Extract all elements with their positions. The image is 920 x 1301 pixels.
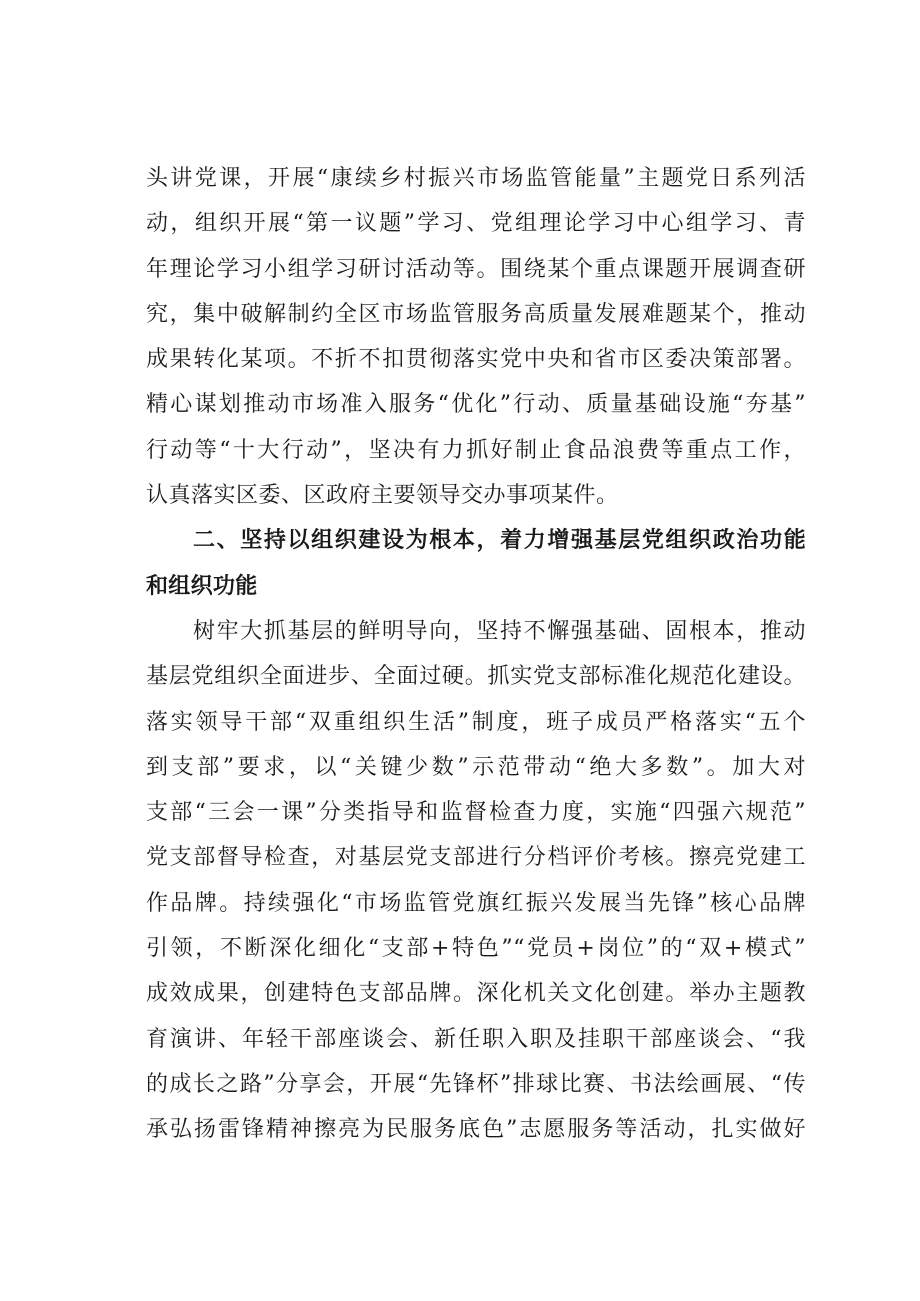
- text-line: 承弘扬雷锋精神擦亮为民服务底色”志愿服务等活动，扎实做好: [146, 1117, 806, 1143]
- text-line: 的成长之路”分享会，开展“先锋杯”排球比赛、书法绘画展、“传: [146, 1071, 806, 1097]
- text-line: 引领，不断深化细化“支部+特色”“党员+岗位”的“双+模式”: [146, 936, 806, 962]
- document-body: [146, 156, 806, 1153]
- text-line: 年理论学习小组学习研讨活动等。围绕某个重点课题开展调查研: [146, 256, 806, 282]
- text-line: 行动等“十大行动”，坚决有力抓好制止食品浪费等重点工作，: [146, 437, 806, 463]
- heading-line: 和组织功能: [146, 573, 258, 599]
- text-line: 究，集中破解制约全区市场监管服务高质量发展难题某个，推动: [146, 301, 806, 327]
- text-line: 支部“三会一课”分类指导和监督检查力度，实施“四强六规范”: [146, 800, 806, 826]
- text-line: 党支部督导检查，对基层党支部进行分档评价考核。擦亮党建工: [146, 845, 806, 871]
- text-line: 作品牌。持续强化“市场监管党旗红振兴发展当先锋”核心品牌: [146, 890, 806, 916]
- text-line: 精心谋划推动市场准入服务“优化”行动、质量基础设施“夯基”: [146, 392, 806, 418]
- text-line: 育演讲、年轻干部座谈会、新任职入职及挂职干部座谈会、“我: [146, 1026, 806, 1052]
- paragraph: [146, 156, 806, 518]
- text-line: 到支部”要求，以“关键少数”示范带动“绝大多数”。加大对: [146, 754, 806, 780]
- paragraph: [146, 609, 806, 1153]
- text-line: 成果转化某项。不折不扣贯彻落实党中央和省市区委决策部署。: [146, 347, 806, 373]
- text-line: 树牢大抓基层的鲜明导向，坚持不懈强基础、固根本，推动: [193, 618, 806, 644]
- text-line: 基层党组织全面进步、全面过硬。抓实党支部标准化规范化建设。: [146, 664, 806, 690]
- text-line: 认真落实区委、区政府主要领导交办事项某件。: [146, 483, 619, 509]
- text-line: 落实领导干部“双重组织生活”制度，班子成员严格落实“五个: [146, 709, 806, 735]
- section-heading: [146, 518, 806, 609]
- text-line: 动，组织开展“第一议题”学习、党组理论学习中心组学习、青: [146, 211, 806, 237]
- text-line: 成效成果，创建特色支部品牌。深化机关文化创建。举办主题教: [146, 981, 806, 1007]
- heading-line: 二、坚持以组织建设为根本，着力增强基层党组织政治功能: [193, 528, 806, 554]
- text-line: 头讲党课，开展“康续乡村振兴市场监管能量”主题党日系列活: [146, 166, 806, 191]
